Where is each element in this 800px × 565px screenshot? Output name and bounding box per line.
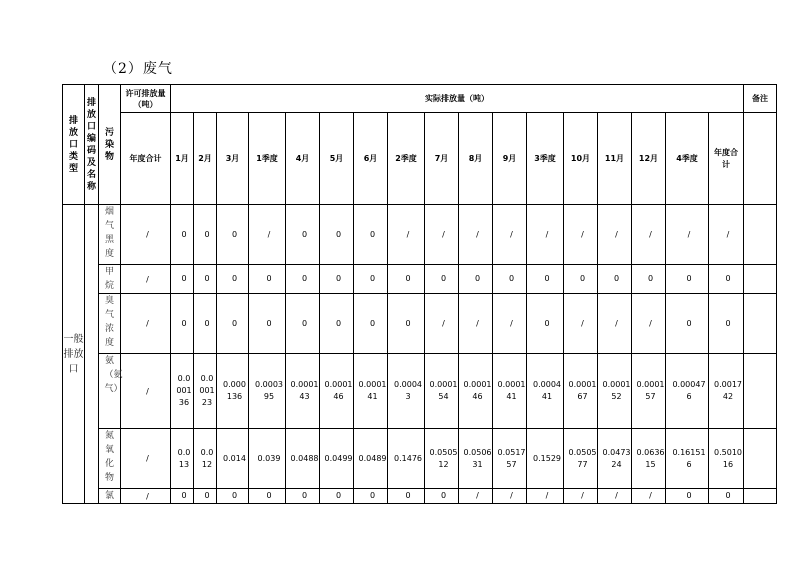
value-cell: / <box>249 205 286 265</box>
pollutant-cell: 氮氧化物 <box>99 429 121 489</box>
value-cell: / <box>632 294 666 354</box>
period-header: 2季度 <box>388 113 425 205</box>
value-cell: 0 <box>286 294 320 354</box>
permit-annual-header: 年度合计 <box>121 113 171 205</box>
value-cell: 0 <box>217 489 249 504</box>
value-cell: 0 <box>632 265 666 294</box>
value-cell: 0 <box>354 265 388 294</box>
value-cell: 0 <box>249 294 286 354</box>
permit-cell: / <box>121 354 171 429</box>
value-cell: 0.050577 <box>564 429 598 489</box>
value-cell: 0 <box>171 265 194 294</box>
value-cell: 0 <box>217 205 249 265</box>
value-cell: 0 <box>388 265 425 294</box>
value-cell: / <box>598 489 632 504</box>
value-cell: 0 <box>320 205 354 265</box>
value-cell: 0.000141 <box>493 354 527 429</box>
value-cell: / <box>527 489 564 504</box>
value-cell: 0.000152 <box>598 354 632 429</box>
value-cell: 0.501016 <box>709 429 744 489</box>
period-header: 2月 <box>194 113 217 205</box>
value-cell: / <box>564 489 598 504</box>
value-cell: / <box>493 294 527 354</box>
period-header: 1月 <box>171 113 194 205</box>
value-cell: / <box>388 205 425 265</box>
pollutant-cell: 烟气黑度 <box>99 205 121 265</box>
permit-cell: / <box>121 294 171 354</box>
remark-cell <box>744 489 777 504</box>
remark-cell <box>744 294 777 354</box>
period-header: 3季度 <box>527 113 564 205</box>
remark-cell <box>744 113 777 205</box>
value-cell: / <box>459 294 493 354</box>
value-cell: 0 <box>388 294 425 354</box>
value-cell: 0 <box>194 205 217 265</box>
value-cell: 0.000123 <box>194 354 217 429</box>
value-cell: 0 <box>217 294 249 354</box>
value-cell: 0 <box>171 205 194 265</box>
actual-header: 实际排放量（吨） <box>171 85 744 113</box>
outlet-code-header: 排放口编码及名称 <box>85 85 99 205</box>
value-cell: 0.000157 <box>632 354 666 429</box>
period-header: 8月 <box>459 113 493 205</box>
value-cell: 0.0499 <box>320 429 354 489</box>
permit-cell: / <box>121 489 171 504</box>
value-cell: 0 <box>354 294 388 354</box>
emission-table <box>62 84 777 504</box>
permit-header: 许可排放量（吨） <box>121 85 171 113</box>
value-cell: 0 <box>388 489 425 504</box>
pollutant-cell: 氯 <box>99 489 121 504</box>
value-cell: 0 <box>425 265 459 294</box>
table-row <box>63 265 777 294</box>
table-row <box>63 354 777 429</box>
value-cell: 0 <box>493 265 527 294</box>
value-cell: 0.00043 <box>388 354 425 429</box>
section-title: （2）废气 <box>103 61 173 77</box>
value-cell: 0 <box>527 265 564 294</box>
period-header: 4季度 <box>666 113 709 205</box>
value-cell: / <box>493 205 527 265</box>
period-header: 11月 <box>598 113 632 205</box>
value-cell: 0 <box>320 265 354 294</box>
value-cell: 0.014 <box>217 429 249 489</box>
remark-cell <box>744 354 777 429</box>
value-cell: 0 <box>354 489 388 504</box>
value-cell: 0 <box>171 489 194 504</box>
value-cell: 0 <box>320 294 354 354</box>
value-cell: 0 <box>171 294 194 354</box>
period-header: 3月 <box>217 113 249 205</box>
pollutant-header: 污染物 <box>99 85 121 205</box>
value-cell: 0 <box>286 265 320 294</box>
value-cell: 0.000476 <box>666 354 709 429</box>
value-cell: 0 <box>527 294 564 354</box>
value-cell: / <box>459 205 493 265</box>
period-header: 4月 <box>286 113 320 205</box>
outlet-type-header: 排放口类型 <box>63 85 85 205</box>
table-row <box>63 489 777 504</box>
value-cell: 0.001742 <box>709 354 744 429</box>
value-cell: 0.1529 <box>527 429 564 489</box>
value-cell: 0 <box>666 294 709 354</box>
value-cell: 0 <box>709 294 744 354</box>
value-cell: / <box>598 205 632 265</box>
value-cell: 0.161516 <box>666 429 709 489</box>
value-cell: 0.000167 <box>564 354 598 429</box>
value-cell: 0 <box>666 265 709 294</box>
period-header: 1季度 <box>249 113 286 205</box>
value-cell: 0 <box>320 489 354 504</box>
remark-cell <box>744 429 777 489</box>
value-cell: 0 <box>354 205 388 265</box>
value-cell: / <box>598 294 632 354</box>
value-cell: 0.000141 <box>354 354 388 429</box>
value-cell: 0 <box>709 489 744 504</box>
value-cell: 0 <box>286 489 320 504</box>
value-cell: / <box>632 205 666 265</box>
pollutant-cell: 臭气浓度 <box>99 294 121 354</box>
value-cell: 0.0488 <box>286 429 320 489</box>
value-cell: 0.0489 <box>354 429 388 489</box>
table-row <box>63 429 777 489</box>
value-cell: 0 <box>459 265 493 294</box>
value-cell: 0.063615 <box>632 429 666 489</box>
period-header: 5月 <box>320 113 354 205</box>
outlet-code-cell <box>85 205 99 504</box>
value-cell: 0 <box>286 205 320 265</box>
value-cell: / <box>425 294 459 354</box>
period-header: 年度合计 <box>709 113 744 205</box>
value-cell: 0 <box>564 265 598 294</box>
value-cell: 0 <box>249 265 286 294</box>
value-cell: 0.050631 <box>459 429 493 489</box>
permit-cell: / <box>121 429 171 489</box>
value-cell: / <box>632 489 666 504</box>
value-cell: 0 <box>598 265 632 294</box>
value-cell: 0.000441 <box>527 354 564 429</box>
value-cell: 0 <box>709 265 744 294</box>
value-cell: / <box>564 205 598 265</box>
period-header: 12月 <box>632 113 666 205</box>
period-header: 9月 <box>493 113 527 205</box>
value-cell: 0 <box>217 265 249 294</box>
remark-header: 备注 <box>744 85 777 113</box>
outlet-type-cell: 一般排放口 <box>63 205 85 504</box>
period-header: 10月 <box>564 113 598 205</box>
remark-cell <box>744 265 777 294</box>
table-row <box>63 205 777 265</box>
pollutant-cell: 甲烷 <box>99 265 121 294</box>
value-cell: 0.000143 <box>286 354 320 429</box>
value-cell: / <box>564 294 598 354</box>
value-cell: 0.000146 <box>320 354 354 429</box>
value-cell: 0.000136 <box>217 354 249 429</box>
value-cell: 0 <box>666 489 709 504</box>
value-cell: / <box>493 489 527 504</box>
remark-cell <box>744 205 777 265</box>
value-cell: 0 <box>194 265 217 294</box>
pollutant-cell: 氨（氨气） <box>99 354 121 429</box>
value-cell: 0.051757 <box>493 429 527 489</box>
value-cell: 0 <box>194 489 217 504</box>
value-cell: 0.012 <box>194 429 217 489</box>
permit-cell: / <box>121 205 171 265</box>
value-cell: / <box>666 205 709 265</box>
value-cell: 0.039 <box>249 429 286 489</box>
value-cell: / <box>459 489 493 504</box>
table-row <box>63 294 777 354</box>
period-header: 6月 <box>354 113 388 205</box>
permit-cell: / <box>121 265 171 294</box>
value-cell: 0.000146 <box>459 354 493 429</box>
value-cell: 0 <box>194 294 217 354</box>
value-cell: 0.000154 <box>425 354 459 429</box>
value-cell: 0.047324 <box>598 429 632 489</box>
value-cell: 0.013 <box>171 429 194 489</box>
period-header: 7月 <box>425 113 459 205</box>
value-cell: / <box>709 205 744 265</box>
value-cell: / <box>425 205 459 265</box>
value-cell: 0.1476 <box>388 429 425 489</box>
value-cell: 0.000136 <box>171 354 194 429</box>
value-cell: 0.000395 <box>249 354 286 429</box>
value-cell: 0 <box>249 489 286 504</box>
value-cell: 0.050512 <box>425 429 459 489</box>
value-cell: 0 <box>425 489 459 504</box>
value-cell: / <box>527 205 564 265</box>
